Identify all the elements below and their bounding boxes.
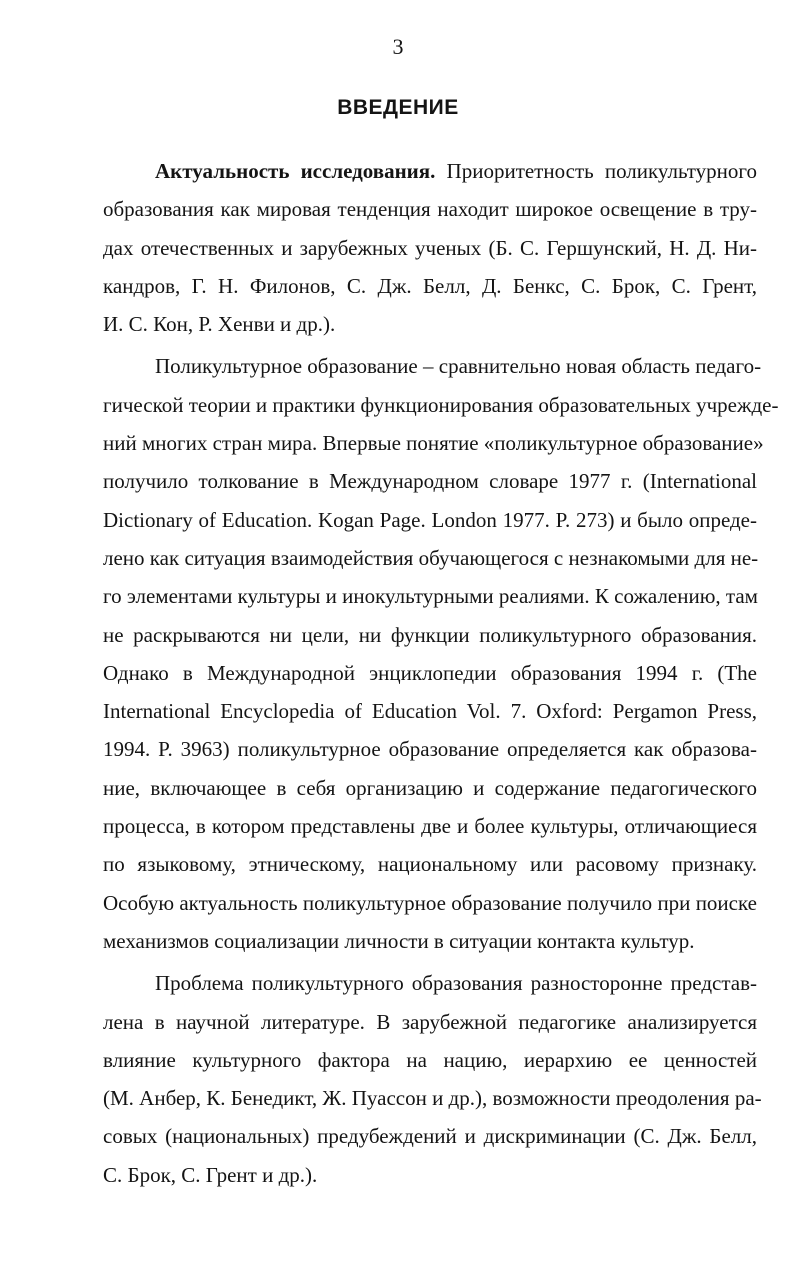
text-line: совых (национальных) предубеждений и дискриминации (С. Дж. Белл, — [103, 1124, 757, 1149]
text-line: И. С. Кон, Р. Хенви и др.). — [103, 312, 336, 337]
body-text — [103, 152, 779, 1194]
text-line: не раскрываются ни цели, ни функции поликультурного образования. — [103, 622, 757, 647]
text-line: 1994. P. 3963) поликультурное образование определяется как образова- — [103, 737, 757, 762]
text-line: лено как ситуация взаимодействия обучающегося с незнакомыми для не- — [103, 545, 759, 570]
text-line: International Encyclopedia of Education Vol. 7. Oxford: Pergamon Press, — [103, 699, 757, 724]
text-line: Актуальность исследования. Приоритетность поликультурного — [155, 159, 757, 183]
text-line: влияние культурного фактора на нацию, иерархию ее ценностей — [103, 1047, 757, 1072]
text-line: го элементами культуры и инокультурными реалиями. К сожалению, там — [103, 584, 758, 609]
text-line: получило толкование в Международном словаре 1977 г. (International — [103, 469, 757, 494]
text-line: Проблема поликультурного образования разносторонне представ- — [155, 971, 757, 996]
paragraph-definition — [103, 347, 779, 960]
section-heading: ВВЕДЕНИЕ — [337, 96, 459, 119]
text-line: кандров, Г. Н. Филонов, С. Дж. Белл, Д. Бенкс, С. Брок, С. Грент, — [103, 273, 757, 298]
text-line: (М. Анбер, К. Бенедикт, Ж. Пуассон и др.), возможности преодоления ра- — [103, 1086, 762, 1111]
paragraph-lead: Актуальность исследования. — [155, 159, 436, 183]
page-number: 3 — [392, 34, 404, 59]
text-line: Поликультурное образование – сравнительно новая область педаго- — [155, 354, 762, 379]
text-line: Однако в Международной энциклопедии образования 1994 г. (The — [103, 660, 757, 685]
text-line: механизмов социализации личности в ситуации контакта культур. — [103, 928, 695, 953]
text-line: дах отечественных и зарубежных ученых (Б. С. Гершунский, Н. Д. Ни- — [103, 235, 757, 260]
text-line: по языковому, этническому, национальному или расовому признаку. — [103, 852, 757, 877]
text-line: Dictionary of Education. Kogan Page. London 1977. P. 273) и было опреде- — [103, 507, 757, 532]
text-line: образования как мировая тенденция находит широкое освещение в тру- — [103, 197, 757, 222]
paragraph-literature — [103, 964, 762, 1194]
text-line: Особую актуальность поликультурное образование получило при поиске — [103, 890, 757, 915]
text-line: лена в научной литературе. В зарубежной педагогике анализируется — [103, 1009, 757, 1034]
text-line: ние, включающее в себя организацию и содержание педагогического — [103, 775, 757, 800]
text-line: процесса, в котором представлены две и более культуры, отличающиеся — [103, 814, 757, 839]
text-line: гической теории и практики функционирования образовательных учрежде- — [103, 392, 779, 417]
text-line: ний многих стран мира. Впервые понятие «поликультурное образование» — [103, 431, 764, 456]
text-line: С. Брок, С. Грент и др.). — [103, 1162, 318, 1187]
paragraph-relevance — [103, 152, 757, 343]
